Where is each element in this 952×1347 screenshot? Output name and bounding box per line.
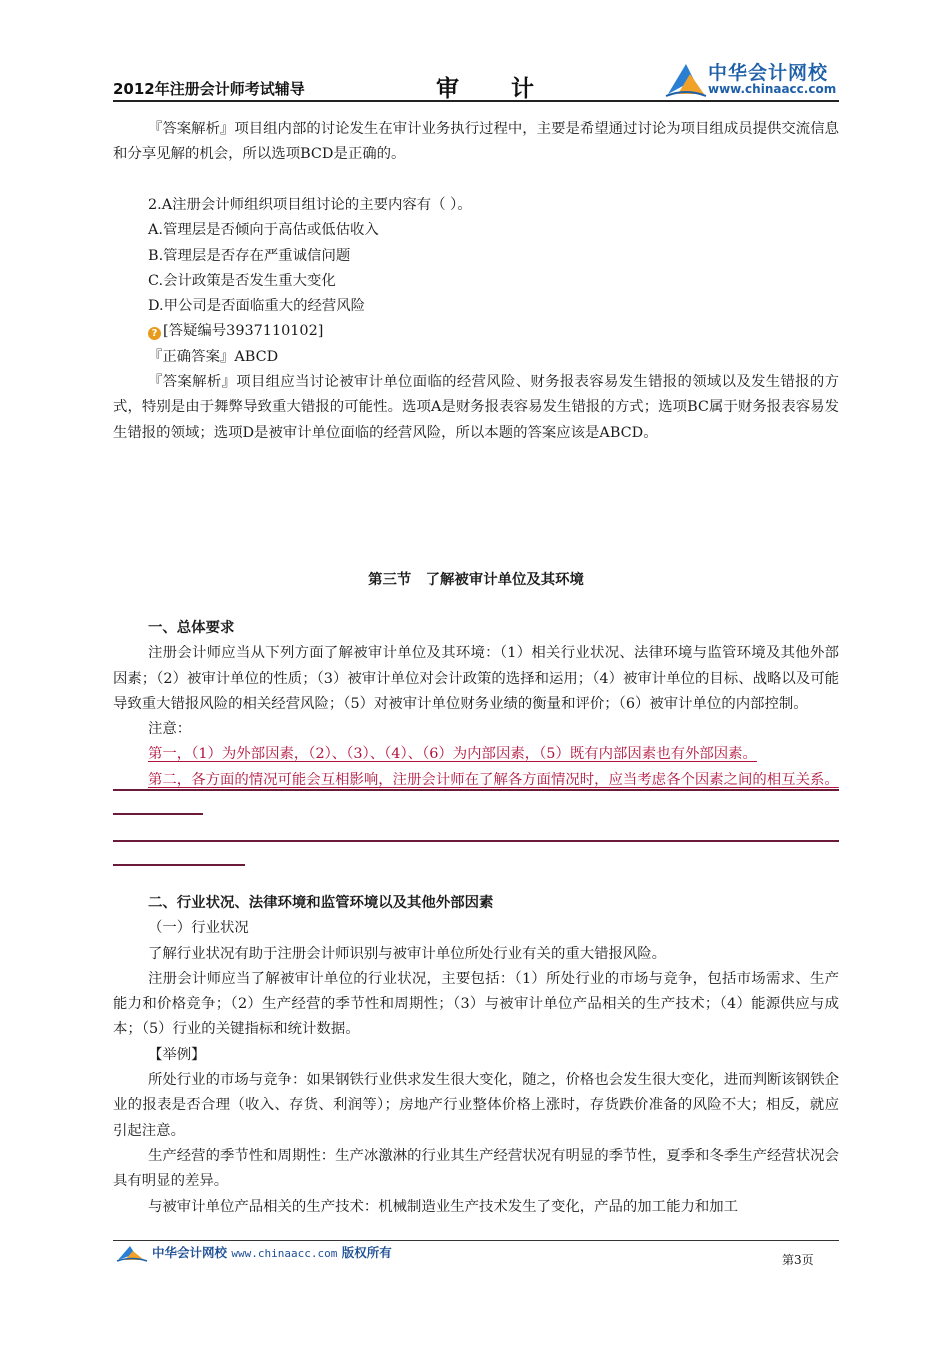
question-icon[interactable]: ? (148, 327, 161, 340)
highlight-rule (113, 864, 245, 866)
part2-subheading: （一）行业状况 (148, 920, 249, 937)
example-2: 生产经营的季节性和周期性：生产冰激淋的行业其生产经营状况有明显的季节性，夏季和冬季生产经营状况会具有明显的差异。 (113, 1147, 839, 1190)
header-logo (664, 58, 844, 102)
q2-option-b: B.管理层是否存在严重诚信问题 (148, 247, 351, 264)
header-subject: 审计 (436, 76, 586, 102)
q1-analysis: 『答案解析』项目组内部的讨论发生在审计业务执行过程中，主要是希望通过讨论为项目组成员提供交流信息和分享见解的机会，所以选项BCD是正确的。 (113, 121, 839, 163)
q2-option-d: D.甲公司是否面临重大的经营风险 (148, 298, 366, 315)
logo-icon (664, 58, 708, 100)
example-label: 【举例】 (148, 1046, 206, 1063)
note-second: 第二，各方面的情况可能会互相影响，注册会计师在了解各方面情况时，应当考虑各个因素之间的相互关系。 (148, 771, 839, 788)
example-3: 与被审计单位产品相关的生产技术：机械制造业生产技术发生了变化，产品的加工能力和加工 (148, 1198, 739, 1215)
footer-brand-line (152, 1243, 392, 1261)
highlight-rule (113, 840, 839, 842)
q2-option-c: C.会计政策是否发生重大变化 (148, 272, 336, 289)
header-divider (113, 100, 839, 102)
q2-analysis: 『答案解析』项目组应当讨论被审计单位面临的经营风险、财务报表容易发生错报的领域以及发生错报的方式，特别是由于舞弊导致重大错报的可能性。选项A是财务报表容易发生错报的方式；选项BC属于财务报表容易发生错报的领域；选项D是被审计单位面临的经营风险，所以本题的答案应该是ABCD。 (113, 374, 839, 441)
section-title: 第三节 了解被审计单位及其环境 (368, 572, 584, 588)
header-title: 2012年注册会计师考试辅导 (113, 80, 305, 98)
example-1: 所处行业的市场与竞争：如果钢铁行业供求发生很大变化，随之，价格也会发生很大变化，进而判断该钢铁企业的报表是否合理（收入、存货、利润等）；房地产行业整体价格上涨时，存货跌价准备的风险不大；相反，就应引起注意。 (113, 1072, 839, 1139)
part2-para2: 注册会计师应当了解被审计单位的行业状况，主要包括：（1）所处行业的市场与竞争，包括市场需求、生产能力和价格竞争；（2）生产经营的季节性和周期性；（3）与被审计单位产品相关的生产技术；（4）能源供应与成本；（5）行业的关键指标和统计数据。 (113, 970, 839, 1038)
page-number: 第3页 (782, 1253, 814, 1267)
q2-stem: 2.A注册会计师组织项目组讨论的主要内容有（ ）。 (148, 197, 472, 213)
section3-part1 (113, 616, 839, 793)
section3-part2 (113, 891, 839, 1220)
q2-block (113, 193, 839, 446)
footer-divider (113, 1240, 839, 1241)
footer-url[interactable]: www.chinaacc.com (231, 1247, 338, 1260)
logo-url-text: www.chinaacc.com (708, 82, 837, 96)
note-first: 第一，（1）为外部因素，（2）、（3）、（4）、（6）为内部因素，（5）既有内部因素也有外部因素。 (148, 746, 757, 763)
part1-heading: 一、总体要求 (148, 620, 235, 636)
highlight-rule (113, 813, 203, 815)
q2-answer: 『正确答案』ABCD (148, 348, 279, 365)
part2-heading: 二、行业状况、法律环境和监管环境以及其他外部因素 (148, 895, 494, 911)
highlight-rule (113, 789, 839, 791)
q2-query-line[interactable] (113, 319, 839, 344)
q2-query-id: [答疑编号3937110102] (163, 323, 324, 340)
q2-option-a: A.管理层是否倾向于高估或低估收入 (148, 222, 379, 239)
footer-rights: 版权所有 (341, 1245, 392, 1260)
logo-brand-text: 中华会计网校 (708, 62, 829, 84)
part2-para1: 了解行业状况有助于注册会计师识别与被审计单位所处行业有关的重大错报风险。 (148, 945, 667, 962)
footer-logo-icon (116, 1243, 148, 1263)
footer-brand: 中华会计网校 (152, 1245, 228, 1260)
part1-para: 注册会计师应当从下列方面了解被审计单位及其环境：（1）相关行业状况、法律环境与监管环境及其他外部因素；（2）被审计单位的性质；（3）被审计单位对会计政策的选择和运用；（4）被审计单位的目标、战略以及可能导致重大错报风险的相关经营风险；（5）对被审计单位财务业绩的衡量和评价；（6）被审计单位的内部控制。 (113, 645, 839, 712)
q1-analysis-block (113, 117, 839, 168)
note-label: 注意： (148, 721, 192, 738)
